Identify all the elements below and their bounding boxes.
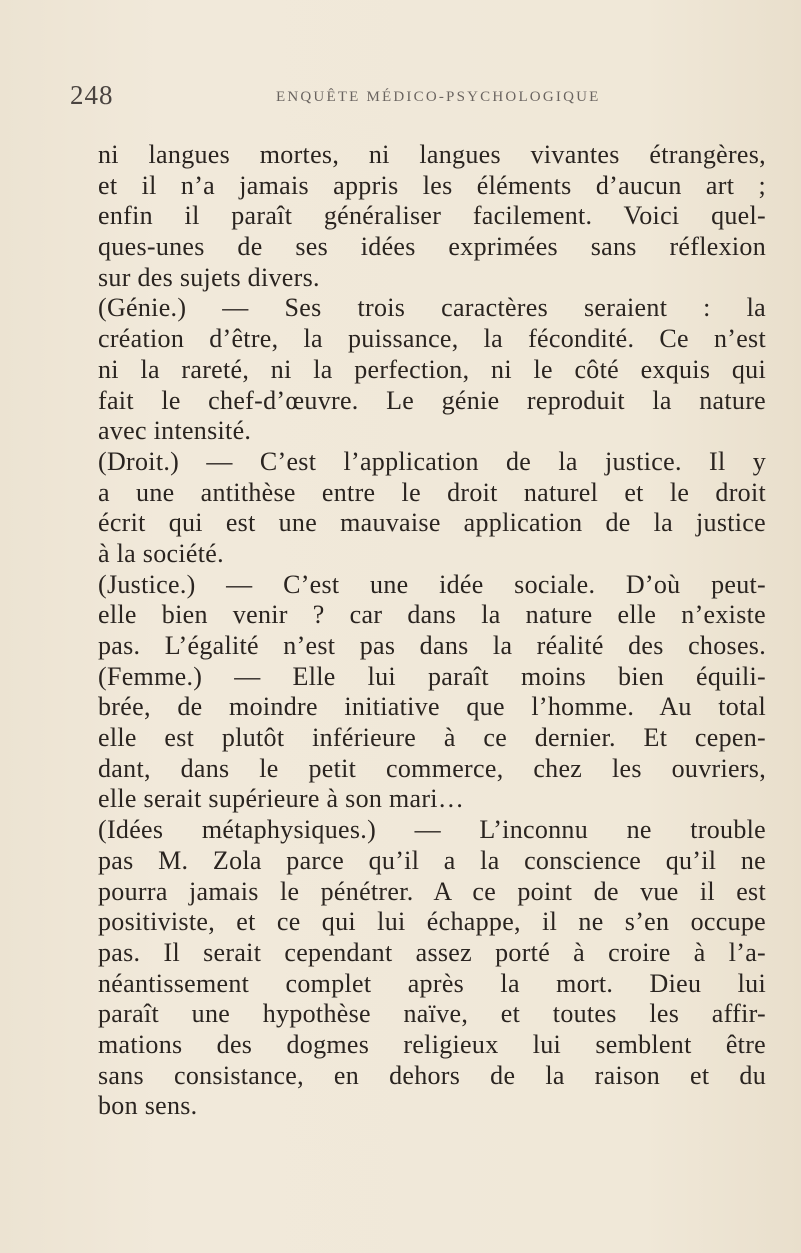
text-line: paraît une hypothèse naïve, et toutes les affir- xyxy=(98,999,766,1029)
text-line: dant, dans le petit commerce, chez les ouvriers, xyxy=(98,753,766,783)
text-line: elle bien venir ? car dans la nature elle n’existe xyxy=(98,600,766,630)
text-line: pas M. Zola parce qu’il a la conscience qu’il ne xyxy=(98,845,766,875)
text-line: elle est plutôt inférieure à ce dernier. Et cepen- xyxy=(98,723,766,753)
text-line: ni langues mortes, ni langues vivantes étrangères, xyxy=(98,140,766,169)
page-header xyxy=(70,80,770,114)
text-line: néantissement complet après la mort. Dieu lui xyxy=(98,968,766,998)
text-line: enfin il paraît généraliser facilement. Voici quel- xyxy=(98,201,766,231)
text-line: (Droit.) — C’est l’application de la justice. Il y xyxy=(98,446,766,476)
body-text xyxy=(98,140,766,1122)
text-line: à la société. xyxy=(98,538,224,568)
text-line: pourra jamais le pénétrer. A ce point de vue il est xyxy=(98,876,766,906)
text-line: brée, de moindre initiative que l’homme. Au total xyxy=(98,692,766,722)
text-line: mations des dogmes religieux lui semblent être xyxy=(98,1029,766,1059)
text-line: et il n’a jamais appris les éléments d’aucun art ; xyxy=(98,170,766,200)
text-line: bon sens. xyxy=(98,1091,198,1121)
text-line: positiviste, et ce qui lui échappe, il ne s’en occupe xyxy=(98,907,766,937)
text-line: a une antithèse entre le droit naturel et le droit xyxy=(98,477,766,507)
page-number: 248 xyxy=(70,80,114,110)
text-line: création d’être, la puissance, la fécondité. Ce n’est xyxy=(98,324,766,354)
text-line: sur des sujets divers. xyxy=(98,262,320,292)
text-line: ni la rareté, ni la perfection, ni le côté exquis qui xyxy=(98,354,766,384)
text-line: (Génie.) — Ses trois caractères seraient : la xyxy=(98,293,766,323)
text-line: (Femme.) — Elle lui paraît moins bien équili- xyxy=(98,661,766,691)
text-line: sans consistance, en dehors de la raison et du xyxy=(98,1060,766,1090)
text-line: écrit qui est une mauvaise application de la justice xyxy=(98,508,766,538)
text-line: elle serait supérieure à son mari… xyxy=(98,784,465,814)
running-head: ENQUÊTE MÉDICO-PSYCHOLOGIQUE xyxy=(276,89,601,105)
text-line: (Idées métaphysiques.) — L’inconnu ne trouble xyxy=(98,815,766,845)
text-line: ques-unes de ses idées exprimées sans réflexion xyxy=(98,232,766,262)
text-line: pas. L’égalité n’est pas dans la réalité des choses. xyxy=(98,631,766,660)
text-line: (Justice.) — C’est une idée sociale. D’où peut- xyxy=(98,569,766,599)
text-line: avec intensité. xyxy=(98,416,252,446)
text-line: fait le chef-d’œuvre. Le génie reproduit la nature xyxy=(98,385,766,415)
text-line: pas. Il serait cependant assez porté à croire à l’a- xyxy=(98,937,766,967)
